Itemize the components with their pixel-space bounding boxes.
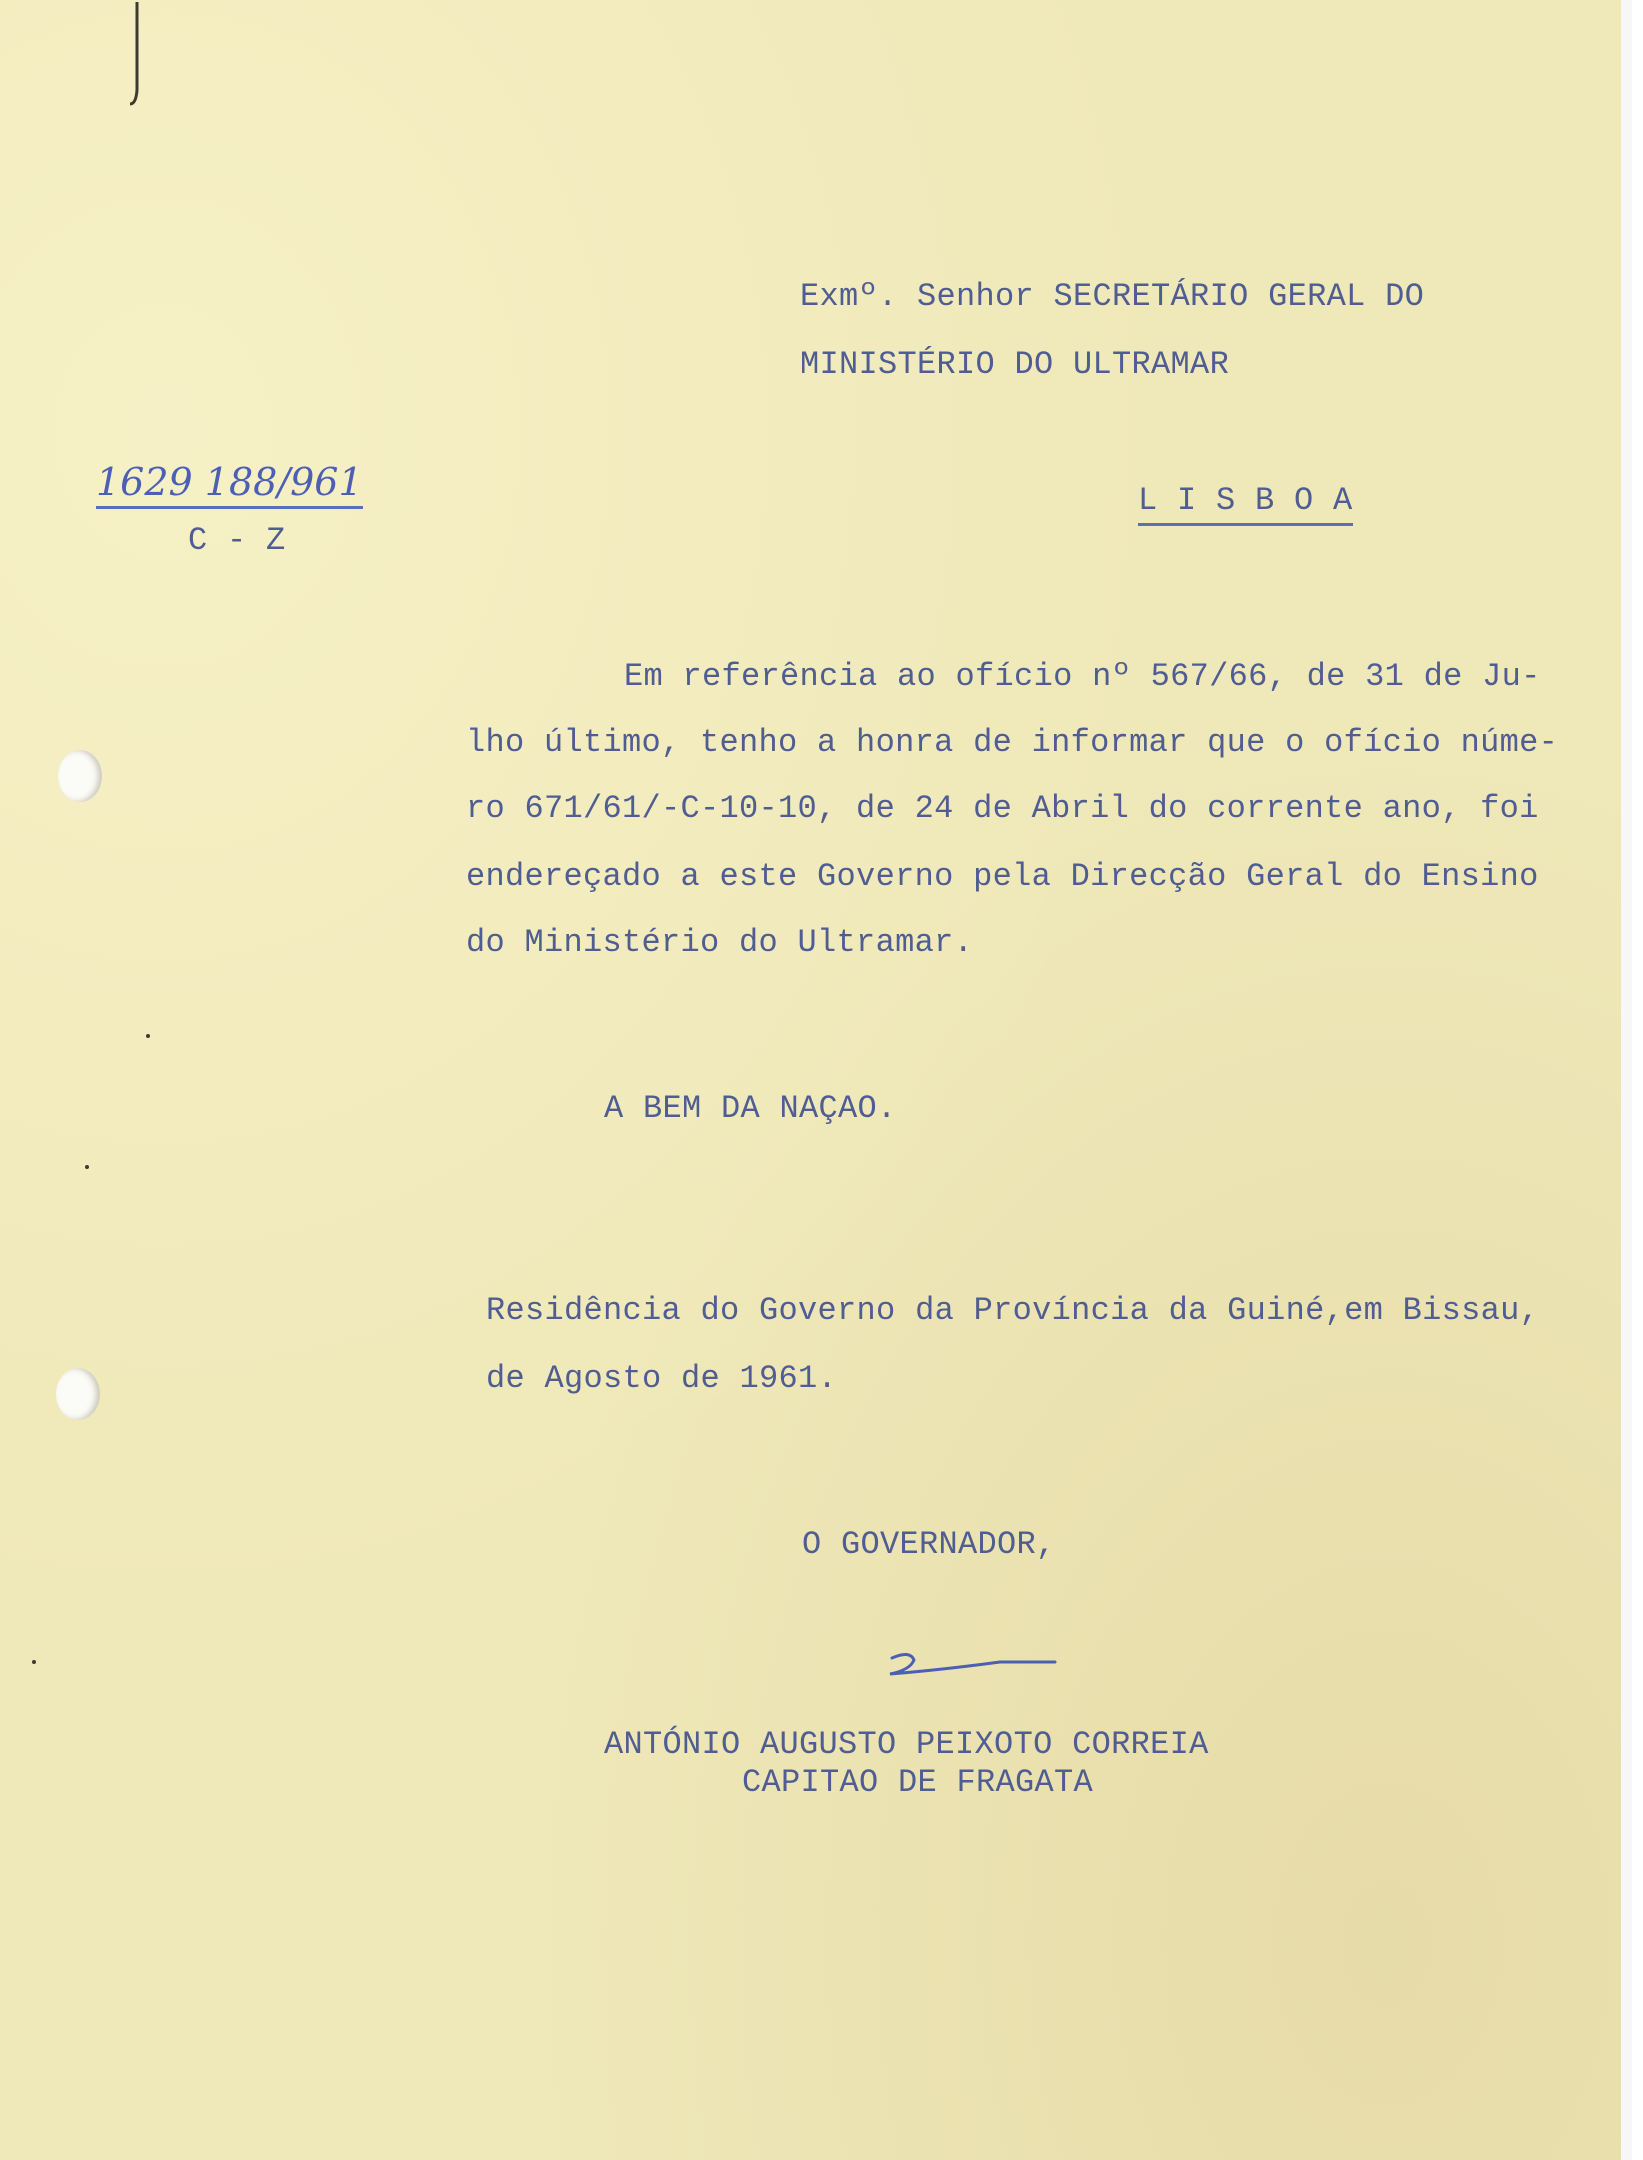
body-line-5: do Ministério do Ultramar. [466, 924, 974, 961]
scan-edge [1621, 0, 1632, 2160]
punch-hole-top [58, 750, 102, 802]
punch-hole-bottom [56, 1368, 100, 1420]
reference-code: C - Z [188, 522, 286, 559]
body-line-1: Em referência ao ofício nº 567/66, de 31 de Ju- [624, 658, 1541, 695]
signatory-title: CAPITAO DE FRAGATA [742, 1764, 1094, 1801]
signature [880, 1640, 1060, 1690]
body-line-4: endereçado a este Governo pela Direcção Geral do Ensino [466, 858, 1539, 895]
salutation: A BEM DA NAÇAO. [604, 1090, 897, 1127]
speck [146, 1034, 150, 1038]
place-line: Residência do Governo da Província da Guiné,em Bissau, [486, 1292, 1540, 1329]
body-line-3: ro 671/61/-C-10-10, de 24 de Abril do corrente ano, foi [466, 790, 1539, 827]
address-line-2: MINISTÉRIO DO ULTRAMAR [800, 346, 1230, 383]
pencil-mark [128, 0, 142, 110]
speck [32, 1660, 36, 1664]
signatory-name: ANTÓNIO AUGUSTO PEIXOTO CORREIA [604, 1726, 1209, 1763]
speck [85, 1165, 89, 1169]
address-line-1: Exmº. Senhor SECRETÁRIO GERAL DO [800, 278, 1425, 315]
closing: O GOVERNADOR, [802, 1526, 1056, 1563]
body-line-2: lho último, tenho a honra de informar que o ofício núme- [466, 724, 1559, 761]
date-line: de Agosto de 1961. [486, 1360, 838, 1397]
address-city: L I S B O A [1138, 482, 1353, 526]
reference-number: 1629 188/961 [96, 460, 363, 509]
